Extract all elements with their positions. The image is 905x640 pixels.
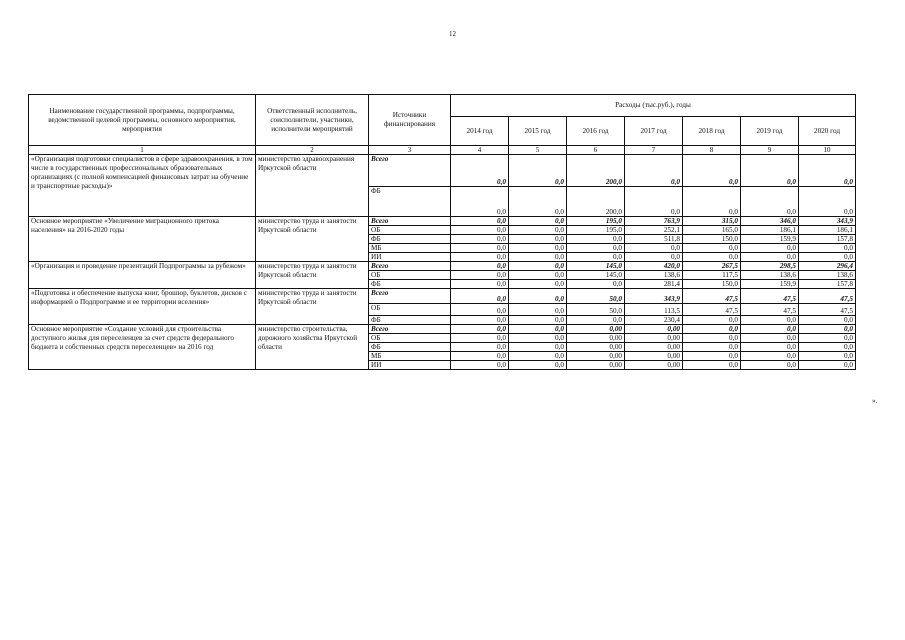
table-row (29, 325, 856, 334)
funding-source: Всего (369, 289, 451, 304)
value-cell: 0,0 (567, 253, 625, 262)
expenses-table (28, 94, 856, 370)
value-cell: 47,5 (741, 289, 799, 304)
value-cell: 159,9 (741, 235, 799, 244)
closing-quote-mark: ». (872, 397, 878, 405)
value-cell: 0,0 (509, 304, 567, 316)
value-cell: 150,0 (683, 280, 741, 289)
value-cell: 165,0 (683, 226, 741, 235)
funding-source: Всего (369, 217, 451, 226)
value-cell: 346,0 (741, 217, 799, 226)
funding-source: ФБ (369, 235, 451, 244)
value-cell: 195,0 (567, 226, 625, 235)
value-cell: 200,0 (567, 155, 625, 187)
value-cell: 0,00 (625, 334, 683, 343)
value-cell: 0,00 (567, 325, 625, 334)
value-cell: 0,00 (625, 325, 683, 334)
value-cell: 159,9 (741, 280, 799, 289)
value-cell: 0,0 (451, 289, 509, 304)
column-number: 4 (451, 146, 509, 155)
value-cell: 50,0 (567, 304, 625, 316)
value-cell: 0,0 (451, 343, 509, 352)
value-cell: 0,0 (451, 253, 509, 262)
value-cell: 0,0 (683, 155, 741, 187)
value-cell: 252,1 (625, 226, 683, 235)
value-cell: 157,8 (799, 280, 856, 289)
value-cell: 0,0 (799, 253, 856, 262)
value-cell: 0,0 (799, 244, 856, 253)
funding-source: Всего (369, 155, 451, 187)
header-source: Источники финансирования (369, 95, 451, 146)
value-cell: 0,00 (567, 352, 625, 361)
value-cell: 50,0 (567, 289, 625, 304)
value-cell: 0,0 (509, 352, 567, 361)
column-number: 2 (256, 146, 369, 155)
table-row (29, 155, 856, 187)
value-cell: 145,0 (567, 262, 625, 271)
value-cell: 145,0 (567, 271, 625, 280)
column-number: 8 (683, 146, 741, 155)
value-cell: 0,0 (567, 244, 625, 253)
value-cell: 0,0 (741, 187, 799, 217)
value-cell: 0,0 (799, 155, 856, 187)
measure-name: Основное мероприятие «Создание условий для строительства доступного жилья для переселенцев за счет средств федерального бюджета и собственных средств переселенцев» на 2016 год (29, 325, 256, 370)
header-name: Наименование государственной программы, подпрограммы, ведомственной целевой программы, основного мероприятия, мероприятия (29, 95, 256, 146)
value-cell: 0,0 (451, 271, 509, 280)
value-cell: 0,0 (683, 352, 741, 361)
value-cell: 0,0 (509, 187, 567, 217)
value-cell: 138,6 (741, 271, 799, 280)
header-expenses: Расходы (тыс.руб.), годы (451, 95, 856, 117)
funding-source: МБ (369, 244, 451, 253)
value-cell: 343,9 (799, 217, 856, 226)
value-cell: 0,0 (799, 343, 856, 352)
value-cell: 0,0 (683, 244, 741, 253)
funding-source: ИИ (369, 361, 451, 370)
page-number: 12 (449, 30, 456, 38)
value-cell: 0,0 (451, 304, 509, 316)
value-cell: 0,0 (741, 253, 799, 262)
value-cell: 0,0 (509, 271, 567, 280)
value-cell: 0,0 (509, 316, 567, 325)
value-cell: 0,0 (509, 343, 567, 352)
value-cell: 0,0 (741, 316, 799, 325)
value-cell: 0,0 (509, 280, 567, 289)
value-cell: 0,0 (451, 244, 509, 253)
funding-source: ФБ (369, 187, 451, 217)
header-year: 2020 год (799, 117, 856, 146)
value-cell: 0,0 (509, 155, 567, 187)
value-cell: 0,0 (451, 334, 509, 343)
header-year: 2019 год (741, 117, 799, 146)
value-cell: 0,0 (741, 155, 799, 187)
value-cell: 0,00 (567, 334, 625, 343)
value-cell: 113,5 (625, 304, 683, 316)
value-cell: 117,5 (683, 271, 741, 280)
measure-executor: министерство труда и занятости Иркутской области (256, 289, 369, 325)
table-row (29, 289, 856, 304)
value-cell: 157,8 (799, 235, 856, 244)
header-executor: Ответственный исполнитель, соисполнители, участники, исполнители мероприятий (256, 95, 369, 146)
column-number: 7 (625, 146, 683, 155)
funding-source: ИИ (369, 253, 451, 262)
value-cell: 0,0 (451, 187, 509, 217)
measure-executor: министерство строительства, дорожного хозяйства Иркутской области (256, 325, 369, 370)
value-cell: 0,0 (683, 187, 741, 217)
value-cell: 0,0 (741, 334, 799, 343)
value-cell: 0,0 (451, 361, 509, 370)
value-cell: 150,0 (683, 235, 741, 244)
measure-name: «Организация подготовки специалистов в сфере здравоохранения, в том числе в государственных профессиональных образовательных организациях (с полной компенсацией финансовых затрат на обучение и транспортные расходы)» (29, 155, 256, 217)
funding-source: ОБ (369, 226, 451, 235)
value-cell: 230,4 (625, 316, 683, 325)
value-cell: 47,5 (683, 289, 741, 304)
value-cell: 0,0 (509, 253, 567, 262)
value-cell: 281,4 (625, 280, 683, 289)
value-cell: 0,0 (509, 325, 567, 334)
value-cell: 0,0 (625, 244, 683, 253)
value-cell: 0,0 (567, 280, 625, 289)
value-cell: 0,0 (509, 289, 567, 304)
value-cell: 420,0 (625, 262, 683, 271)
value-cell: 138,6 (799, 271, 856, 280)
funding-source: ОБ (369, 304, 451, 316)
column-number: 1 (29, 146, 256, 155)
value-cell: 0,00 (625, 343, 683, 352)
value-cell: 0,0 (509, 217, 567, 226)
value-cell: 0,0 (509, 244, 567, 253)
value-cell: 0,0 (799, 334, 856, 343)
value-cell: 267,5 (683, 262, 741, 271)
funding-source: ОБ (369, 271, 451, 280)
value-cell: 0,0 (683, 316, 741, 325)
funding-source: Всего (369, 325, 451, 334)
value-cell: 0,0 (509, 235, 567, 244)
value-cell: 47,5 (683, 304, 741, 316)
measure-executor: министерство труда и занятости Иркутской области (256, 262, 369, 289)
value-cell: 0,0 (567, 316, 625, 325)
value-cell: 47,5 (741, 304, 799, 316)
value-cell: 186,1 (741, 226, 799, 235)
value-cell: 0,0 (741, 352, 799, 361)
value-cell: 200,0 (567, 187, 625, 217)
value-cell: 0,0 (683, 334, 741, 343)
value-cell: 0,0 (451, 262, 509, 271)
value-cell: 0,0 (625, 253, 683, 262)
column-number: 6 (567, 146, 625, 155)
value-cell: 343,9 (625, 289, 683, 304)
value-cell: 195,0 (567, 217, 625, 226)
value-cell: 0,0 (625, 155, 683, 187)
table-row (29, 217, 856, 226)
value-cell: 0,0 (451, 155, 509, 187)
funding-source: Всего (369, 262, 451, 271)
funding-source: ОБ (369, 334, 451, 343)
value-cell: 0,0 (509, 334, 567, 343)
value-cell: 0,0 (509, 361, 567, 370)
funding-source: ФБ (369, 316, 451, 325)
column-number: 5 (509, 146, 567, 155)
value-cell: 0,0 (451, 226, 509, 235)
value-cell: 0,0 (799, 352, 856, 361)
value-cell: 0,0 (509, 262, 567, 271)
value-cell: 0,00 (567, 361, 625, 370)
value-cell: 0,0 (741, 343, 799, 352)
value-cell: 298,5 (741, 262, 799, 271)
value-cell: 0,0 (683, 343, 741, 352)
value-cell: 0,00 (625, 361, 683, 370)
value-cell: 0,00 (625, 352, 683, 361)
measure-name: Основное мероприятие «Увеличение миграционного притока населения» на 2016-2020 годы (29, 217, 256, 262)
column-number: 3 (369, 146, 451, 155)
value-cell: 0,0 (683, 361, 741, 370)
column-number: 10 (799, 146, 856, 155)
value-cell: 0,0 (741, 244, 799, 253)
value-cell: 0,0 (567, 235, 625, 244)
measure-executor: министерство здравоохранения Иркутской области (256, 155, 369, 217)
value-cell: 0,0 (451, 280, 509, 289)
column-number: 9 (741, 146, 799, 155)
value-cell: 0,0 (451, 316, 509, 325)
value-cell: 0,0 (451, 217, 509, 226)
value-cell: 315,0 (683, 217, 741, 226)
value-cell: 0,0 (509, 226, 567, 235)
value-cell: 0,0 (451, 352, 509, 361)
value-cell: 0,0 (683, 253, 741, 262)
measure-executor: министерство труда и занятости Иркутской области (256, 217, 369, 262)
value-cell: 0,0 (799, 316, 856, 325)
value-cell: 296,4 (799, 262, 856, 271)
funding-source: МБ (369, 352, 451, 361)
value-cell: 0,0 (799, 187, 856, 217)
table-row (29, 262, 856, 271)
header-year: 2015 год (509, 117, 567, 146)
value-cell: 47,5 (799, 304, 856, 316)
value-cell: 138,6 (625, 271, 683, 280)
header-year: 2018 год (683, 117, 741, 146)
header-year: 2016 год (567, 117, 625, 146)
funding-source: ФБ (369, 280, 451, 289)
header-year: 2017 год (625, 117, 683, 146)
value-cell: 0,0 (799, 361, 856, 370)
value-cell: 0,0 (451, 325, 509, 334)
value-cell: 763,9 (625, 217, 683, 226)
value-cell: 0,0 (741, 361, 799, 370)
value-cell: 511,8 (625, 235, 683, 244)
header-year: 2014 год (451, 117, 509, 146)
value-cell: 0,0 (799, 325, 856, 334)
value-cell: 0,0 (741, 325, 799, 334)
funding-source: ФБ (369, 343, 451, 352)
value-cell: 0,0 (683, 325, 741, 334)
value-cell: 0,0 (451, 235, 509, 244)
value-cell: 47,5 (799, 289, 856, 304)
value-cell: 0,0 (625, 187, 683, 217)
measure-name: «Организация и проведение презентаций Подпрограммы за рубежом» (29, 262, 256, 289)
measure-name: «Подготовка и обеспечение выпуска книг, брошюр, буклетов, дисков с информацией о Подпрограмме и ее территории вселения» (29, 289, 256, 325)
value-cell: 186,1 (799, 226, 856, 235)
value-cell: 0,00 (567, 343, 625, 352)
